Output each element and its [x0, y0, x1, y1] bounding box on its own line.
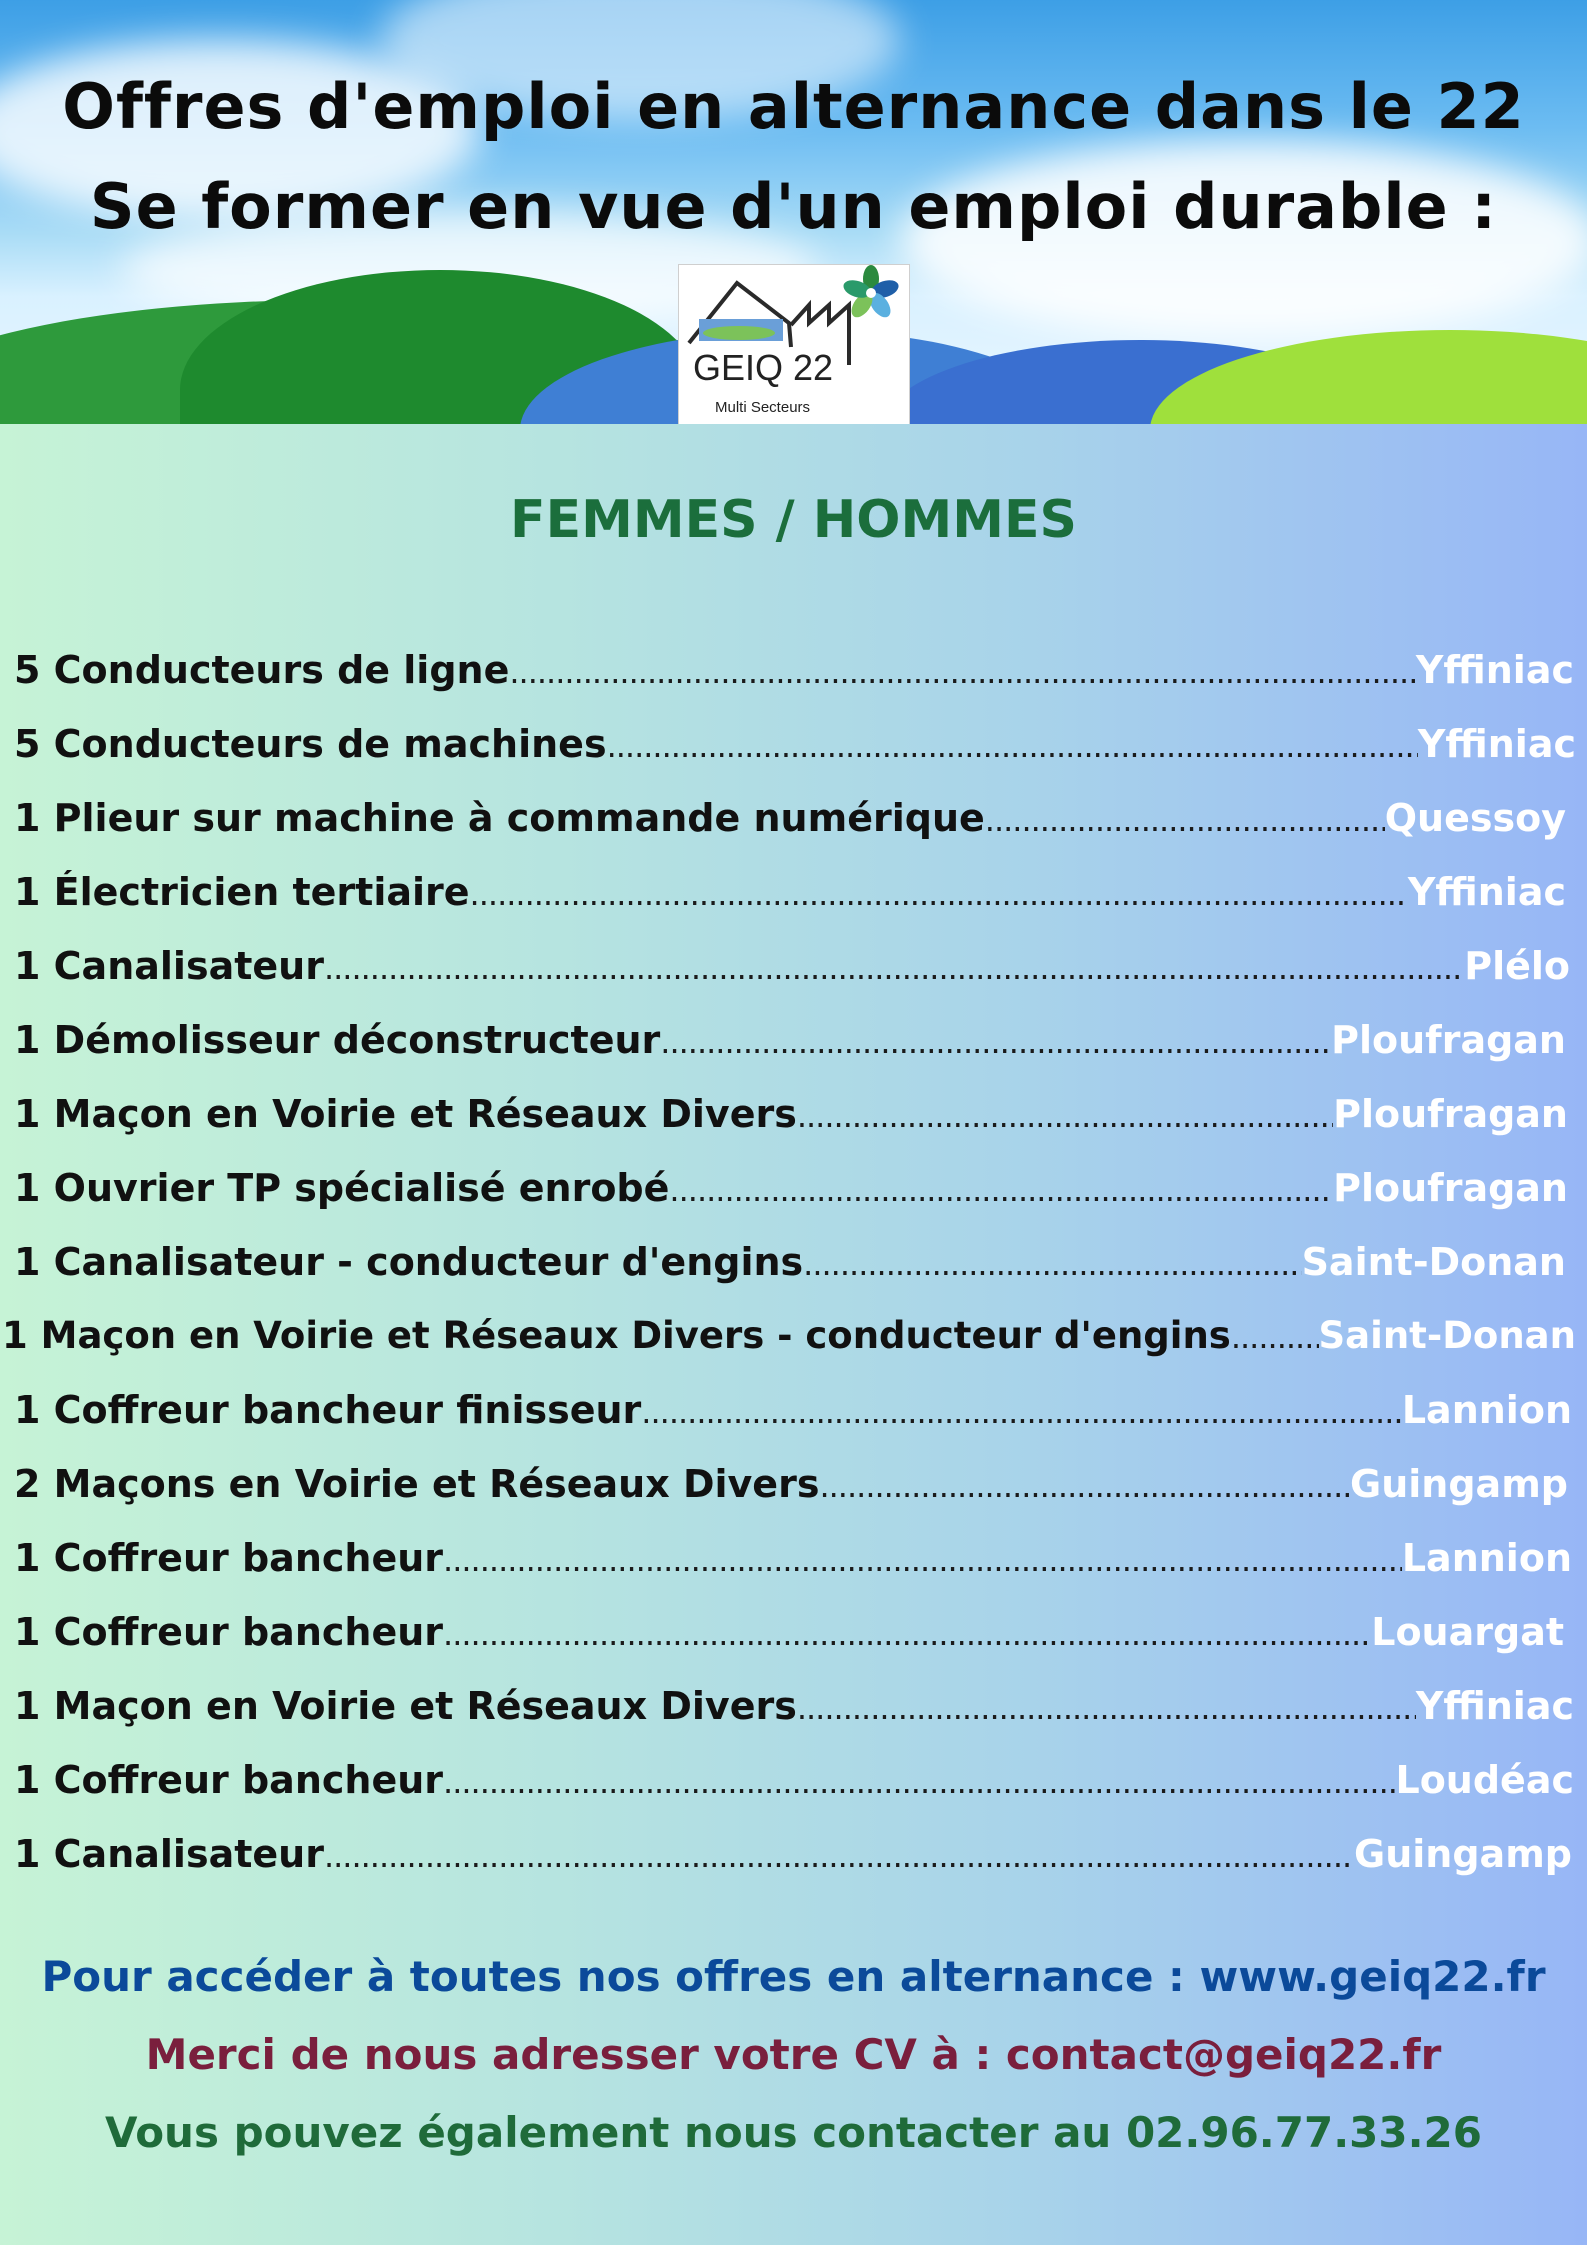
offer-row: [14, 1610, 1564, 1670]
offer-row: [14, 1758, 1574, 1818]
geiq22-logo: [678, 264, 910, 424]
dot-leader: [803, 1245, 1301, 1283]
website-line: Pour accéder à toutes nos offres en alternance : www.geiq22.fr: [41, 1952, 1546, 2001]
logo-name: GEIQ 22: [693, 347, 834, 388]
offer-row: [14, 1388, 1572, 1448]
offer-city: Ploufragan: [1333, 1092, 1568, 1136]
offer-row: [14, 722, 1576, 782]
offer-city: Guingamp: [1350, 1462, 1568, 1506]
section-heading: FEMMES / HOMMES: [510, 490, 1077, 550]
offer-row: [14, 1462, 1568, 1522]
offer-job: 1 Canalisateur: [14, 1832, 324, 1876]
offer-row: [14, 796, 1566, 856]
offer-job: 1 Canalisateur - conducteur d'engins: [14, 1240, 804, 1284]
cv-line: Merci de nous adresser votre CV à : contact@geiq22.fr: [145, 2030, 1442, 2079]
dot-leader: [443, 1763, 1395, 1801]
dot-leader: [660, 1023, 1331, 1061]
offer-row: [14, 1166, 1568, 1226]
offer-job: 1 Canalisateur: [14, 944, 324, 988]
dot-leader: [819, 1467, 1350, 1505]
dot-leader: [324, 1837, 1354, 1875]
dot-leader: [324, 949, 1464, 987]
dot-leader: [797, 1689, 1416, 1727]
offer-city: Saint-Donan: [1318, 1314, 1576, 1357]
dot-leader: [985, 801, 1385, 839]
offer-city: Lannion: [1401, 1536, 1572, 1580]
offer-city: Plélo: [1464, 944, 1570, 988]
offer-job: 1 Ouvrier TP spécialisé enrobé: [14, 1166, 670, 1210]
offer-row: [14, 648, 1574, 708]
offer-job: 5 Conducteurs de ligne: [14, 648, 510, 692]
dot-leader: [669, 1171, 1333, 1209]
offer-job: 5 Conducteurs de machines: [14, 722, 607, 766]
offer-job: 1 Maçon en Voirie et Réseaux Divers: [14, 1092, 797, 1136]
offer-job: 1 Coffreur bancheur finisseur: [14, 1388, 642, 1432]
offer-row: [14, 1018, 1566, 1078]
phone-line: Vous pouvez également nous contacter au 02.96.77.33.26: [104, 2108, 1483, 2157]
offer-city: Saint-Donan: [1301, 1240, 1566, 1284]
header-banner: [0, 0, 1587, 424]
dot-leader: [641, 1393, 1402, 1431]
dot-leader: [607, 727, 1418, 765]
page-title-line2: Se former en vue d'un emploi durable :: [89, 170, 1498, 243]
offer-row: [14, 1536, 1572, 1596]
offer-city: Lannion: [1401, 1388, 1572, 1432]
offer-city: Guingamp: [1354, 1832, 1572, 1876]
offer-city: Loudéac: [1395, 1758, 1574, 1802]
offer-job: 1 Plieur sur machine à commande numérique: [14, 796, 985, 840]
offer-row: [14, 870, 1566, 930]
offer-row: [2, 1314, 1576, 1374]
offer-city: Yffiniac: [1415, 648, 1574, 692]
offer-row: [14, 1832, 1572, 1892]
offer-job: 1 Maçon en Voirie et Réseaux Divers: [14, 1684, 797, 1728]
offer-city: Yffiniac: [1415, 1684, 1574, 1728]
offer-row: [14, 944, 1570, 1004]
offer-row: [14, 1092, 1568, 1152]
offer-job: 2 Maçons en Voirie et Réseaux Divers: [14, 1462, 820, 1506]
dot-leader: [470, 875, 1408, 913]
dot-leader: [509, 653, 1415, 691]
offer-job: 1 Électricien tertiaire: [14, 870, 470, 914]
offer-city: Louargat: [1371, 1610, 1564, 1654]
dot-leader: [797, 1097, 1333, 1135]
offer-job: 1 Démolisseur déconstructeur: [14, 1018, 661, 1062]
offer-row: [14, 1240, 1566, 1300]
offer-city: Yffiniac: [1417, 722, 1576, 766]
offer-job: 1 Coffreur bancheur: [14, 1758, 444, 1802]
dot-leader: [1231, 1318, 1319, 1356]
dot-leader: [443, 1541, 1402, 1579]
offer-city: Ploufragan: [1331, 1018, 1566, 1062]
page-title-line1: Offres d'emploi en alternance dans le 22: [62, 70, 1525, 143]
offer-city: Quessoy: [1384, 796, 1566, 840]
offer-job: 1 Maçon en Voirie et Réseaux Divers - conducteur d'engins: [2, 1314, 1231, 1357]
offer-row: [14, 1684, 1574, 1744]
offer-city: Ploufragan: [1333, 1166, 1568, 1210]
offer-job: 1 Coffreur bancheur: [14, 1536, 444, 1580]
dot-leader: [443, 1615, 1371, 1653]
offer-job: 1 Coffreur bancheur: [14, 1610, 444, 1654]
logo-subtitle: Multi Secteurs: [715, 399, 811, 416]
offer-city: Yffiniac: [1407, 870, 1566, 914]
